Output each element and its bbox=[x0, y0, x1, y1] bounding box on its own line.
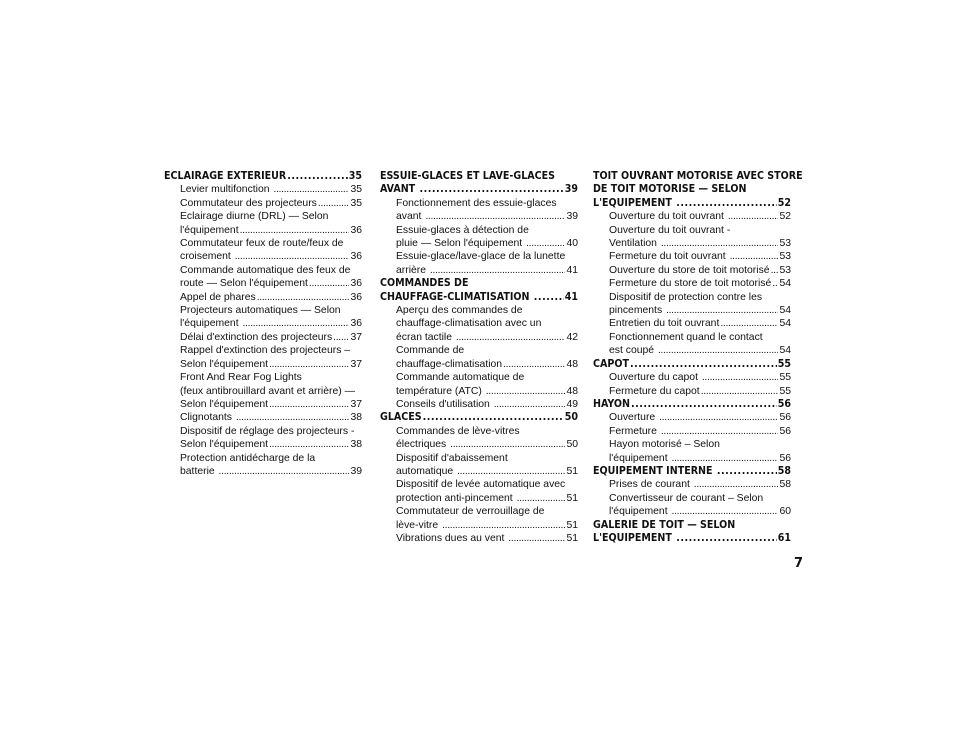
toc-heading[interactable] bbox=[593, 358, 791, 371]
toc-entry[interactable] bbox=[164, 197, 362, 210]
toc-entry-text: Ouverture du toit ouvrant bbox=[609, 211, 727, 223]
toc-entry[interactable] bbox=[380, 304, 578, 344]
toc-entry[interactable] bbox=[593, 411, 791, 424]
toc-entry-text: l'équipement bbox=[609, 452, 671, 464]
dot-leader bbox=[269, 438, 349, 451]
toc-entry[interactable] bbox=[164, 411, 362, 424]
toc-entry-text: GLACES bbox=[380, 411, 422, 424]
toc-entry-text: Projecteurs automatiques — Selon bbox=[180, 305, 341, 317]
toc-entry-text: Hayon motorisé – Selon bbox=[609, 439, 720, 451]
toc-entry-text: Appel de phares bbox=[180, 291, 256, 303]
toc-entry-text: Fermeture bbox=[609, 425, 660, 437]
toc-page-number: 35 bbox=[350, 184, 362, 196]
toc-entry[interactable] bbox=[593, 264, 791, 277]
toc-page-number: 52 bbox=[777, 196, 791, 209]
toc-entry-text: Dispositif de protection contre les bbox=[609, 291, 763, 303]
dot-leader bbox=[430, 264, 566, 277]
toc-entry-text: Fonctionnement des essuie-glaces bbox=[396, 197, 557, 209]
toc-entry-text: Front And Rear Fog Lights bbox=[180, 372, 302, 384]
toc-page-number: 36 bbox=[350, 251, 362, 263]
toc-page-number: 49 bbox=[566, 398, 578, 410]
dot-leader bbox=[771, 264, 779, 277]
toc-entry-text: Commande automatique de bbox=[396, 372, 525, 384]
dot-leader bbox=[517, 492, 566, 505]
toc-entry-text: HAYON bbox=[593, 397, 630, 410]
toc-entry-text: arrière bbox=[396, 264, 429, 276]
toc-page-number: 56 bbox=[779, 412, 791, 424]
toc-entry[interactable] bbox=[593, 210, 791, 223]
toc-entry-text: électriques bbox=[396, 439, 450, 451]
dot-leader bbox=[486, 385, 566, 398]
toc-entry[interactable] bbox=[593, 331, 791, 358]
toc-entry-text: Protection antidécharge de la bbox=[180, 452, 316, 464]
toc-page-number: 54 bbox=[779, 318, 791, 330]
toc-entry-text: Convertisseur de courant – Selon bbox=[609, 492, 764, 504]
toc-entry[interactable] bbox=[380, 197, 578, 224]
toc-entry[interactable] bbox=[593, 224, 791, 251]
dot-leader bbox=[526, 237, 565, 250]
toc-page-number: 52 bbox=[779, 211, 791, 223]
toc-entry[interactable] bbox=[593, 478, 791, 491]
toc-entry[interactable] bbox=[593, 277, 791, 290]
toc-entry[interactable] bbox=[380, 250, 578, 277]
dot-leader bbox=[309, 277, 350, 290]
toc-page-number: 41 bbox=[566, 264, 578, 276]
dot-leader bbox=[236, 411, 350, 424]
toc-entry-text: Essuie-glaces à détection de bbox=[396, 224, 529, 236]
toc-entry-text: Fonctionnement quand le contact bbox=[609, 331, 763, 343]
dot-leader bbox=[269, 358, 349, 371]
toc-entry-text: est coupé bbox=[609, 345, 657, 357]
toc-page-number: 39 bbox=[564, 183, 578, 196]
toc-page-number: 48 bbox=[566, 385, 578, 397]
toc-entry-text: Fermeture du capot bbox=[609, 385, 700, 397]
toc-entry-text: Prises de courant bbox=[609, 479, 693, 491]
toc-entry-text: pincements bbox=[609, 305, 666, 317]
toc-page-number: 36 bbox=[350, 318, 362, 330]
toc-entry-text: EQUIPEMENT INTERNE bbox=[593, 464, 716, 477]
dot-leader bbox=[720, 317, 778, 330]
toc-page-number: 38 bbox=[350, 439, 362, 451]
dot-leader bbox=[423, 411, 564, 424]
toc-entry-text: Ouverture du store de toit motorisé bbox=[609, 264, 770, 276]
toc-entry[interactable] bbox=[164, 237, 362, 264]
toc-entry-text: ESSUIE-GLACES ET LAVE-GLACES bbox=[380, 170, 556, 182]
toc-entry[interactable] bbox=[164, 331, 362, 344]
dot-leader bbox=[658, 344, 778, 357]
toc-entry[interactable] bbox=[164, 304, 362, 331]
dot-leader bbox=[269, 398, 349, 411]
toc-entry[interactable] bbox=[380, 344, 578, 371]
toc-entry[interactable] bbox=[164, 425, 362, 452]
toc-column-2 bbox=[380, 170, 578, 545]
toc-entry-text: Dispositif de levée automatique avec bbox=[396, 479, 566, 491]
toc-entry[interactable] bbox=[593, 425, 791, 438]
toc-entry-text: DE TOIT MOTORISE — SELON bbox=[593, 183, 747, 196]
toc-entry-text: L'EQUIPEMENT bbox=[593, 196, 676, 209]
toc-entry[interactable] bbox=[593, 385, 791, 398]
toc-entry[interactable] bbox=[164, 210, 362, 237]
toc-page-number: 56 bbox=[779, 425, 791, 437]
toc-entry-text: Dispositif de réglage des projecteurs - bbox=[180, 425, 355, 437]
toc-page-number: 37 bbox=[350, 358, 362, 370]
toc-entry[interactable] bbox=[593, 317, 791, 330]
dot-leader bbox=[425, 210, 565, 223]
toc-page-number: 55 bbox=[777, 357, 791, 370]
toc-entry[interactable] bbox=[380, 478, 578, 505]
toc-page-number: 58 bbox=[779, 479, 791, 491]
toc-entry-text: Ventilation bbox=[609, 238, 660, 250]
toc-entry-text: Commutateur des projecteurs bbox=[180, 197, 317, 209]
page-number: 7 bbox=[794, 556, 804, 571]
toc-page-number: 36 bbox=[350, 278, 362, 290]
dot-leader bbox=[676, 197, 777, 210]
dot-leader bbox=[219, 465, 350, 478]
toc-entry-text: route — Selon l'équipement bbox=[180, 278, 308, 290]
toc-heading[interactable] bbox=[380, 277, 578, 304]
toc-entry-text: Selon l'équipement bbox=[180, 439, 269, 451]
toc-entry-text: Commutateur feux de route/feux de bbox=[180, 238, 344, 250]
toc-entry-text: Commutateur de verrouillage de bbox=[396, 506, 545, 518]
dot-leader bbox=[631, 398, 777, 411]
dot-leader bbox=[456, 331, 566, 344]
toc-entry-text: Eclairage diurne (DRL) — Selon bbox=[180, 211, 329, 223]
toc-heading[interactable] bbox=[164, 170, 362, 183]
dot-leader bbox=[318, 197, 350, 210]
toc-heading[interactable] bbox=[593, 398, 791, 411]
toc-entry[interactable] bbox=[380, 505, 578, 532]
toc-entry-text: avant bbox=[396, 211, 425, 223]
dot-leader bbox=[333, 331, 349, 344]
toc-entry[interactable] bbox=[380, 425, 578, 452]
toc-page-number: 53 bbox=[779, 238, 791, 250]
toc-page-number: 55 bbox=[779, 372, 791, 384]
toc-page-number: 39 bbox=[350, 465, 362, 477]
dot-leader bbox=[257, 291, 350, 304]
toc-page-number: 35 bbox=[348, 170, 362, 182]
toc-entry-text: CAPOT bbox=[593, 357, 629, 370]
toc-entry[interactable] bbox=[164, 183, 362, 196]
toc-page-number: 56 bbox=[779, 452, 791, 464]
toc-entry-text: Levier multifonction bbox=[180, 184, 273, 196]
toc-entry-text: Entretien du toit ouvrant bbox=[609, 318, 720, 330]
toc-column-1 bbox=[164, 170, 362, 478]
toc-entry[interactable] bbox=[380, 398, 578, 411]
toc-entry[interactable] bbox=[164, 291, 362, 304]
toc-entry-text: pluie — Selon l'équipement bbox=[396, 238, 526, 250]
toc-page-number: 41 bbox=[564, 290, 578, 303]
dot-leader bbox=[671, 505, 778, 518]
dot-leader bbox=[508, 532, 565, 545]
toc-entry-text: CHAUFFAGE-CLIMATISATION bbox=[380, 290, 533, 303]
dot-leader bbox=[659, 411, 778, 424]
dot-leader bbox=[676, 532, 777, 545]
toc-entry-text: croisement bbox=[180, 251, 234, 263]
toc-entry[interactable] bbox=[164, 344, 362, 371]
toc-page-number: 36 bbox=[350, 291, 362, 303]
toc-page-number: 53 bbox=[779, 251, 791, 263]
toc-page-number: 48 bbox=[566, 358, 578, 370]
dot-leader bbox=[702, 371, 779, 384]
toc-page-number: 42 bbox=[566, 331, 578, 343]
toc-page-number: 61 bbox=[777, 531, 791, 544]
toc-page-number: 51 bbox=[566, 492, 578, 504]
toc-page-number: 53 bbox=[779, 264, 791, 276]
toc-heading[interactable] bbox=[593, 170, 803, 210]
dot-leader bbox=[717, 465, 777, 478]
toc-entry-text: Essuie-glace/lave-glace de la lunette bbox=[396, 251, 566, 263]
toc-entry[interactable] bbox=[593, 291, 791, 318]
dot-leader bbox=[240, 224, 350, 237]
toc-page-number: 36 bbox=[350, 224, 362, 236]
toc-entry-text: l'équipement bbox=[180, 224, 239, 236]
toc-entry[interactable] bbox=[593, 438, 791, 465]
toc-entry-text: Selon l'équipement bbox=[180, 398, 269, 410]
toc-entry[interactable] bbox=[164, 264, 362, 291]
toc-entry-text: écran tactile bbox=[396, 331, 455, 343]
toc-entry-text: AVANT bbox=[380, 183, 419, 196]
toc-page-number: 54 bbox=[779, 278, 791, 290]
toc-entry-text: Aperçu des commandes de bbox=[396, 305, 523, 317]
toc-page-number: 54 bbox=[779, 345, 791, 357]
dot-leader bbox=[273, 183, 349, 196]
toc-page-number: 35 bbox=[350, 197, 362, 209]
toc-entry-text: l'équipement bbox=[180, 318, 242, 330]
toc-heading[interactable] bbox=[593, 519, 791, 546]
toc-page-number: 54 bbox=[779, 305, 791, 317]
toc-entry-text: Ouverture du toit ouvrant - bbox=[609, 224, 731, 236]
toc-page-number: 58 bbox=[777, 464, 791, 477]
toc-entry[interactable] bbox=[593, 492, 791, 519]
toc-entry-text: Fermeture du toit ouvrant bbox=[609, 251, 729, 263]
dot-leader bbox=[661, 237, 779, 250]
toc-heading[interactable] bbox=[380, 411, 578, 424]
toc-entry-text: Fermeture du store de toit motorisé bbox=[609, 278, 772, 290]
toc-entry-text: ECLAIRAGE EXTERIEUR bbox=[164, 170, 287, 182]
toc-entry-text: Vibrations dues au vent bbox=[396, 532, 508, 544]
dot-leader bbox=[494, 398, 566, 411]
toc-entry-text: COMMANDES DE bbox=[380, 277, 469, 290]
toc-page-number: 56 bbox=[777, 397, 791, 410]
toc-entry[interactable] bbox=[380, 452, 578, 479]
toc-entry[interactable] bbox=[164, 371, 362, 411]
toc-page-number: 40 bbox=[566, 238, 578, 250]
toc-entry-text: Commandes de lève-vitres bbox=[396, 425, 520, 437]
toc-entry-text: chauffage-climatisation bbox=[396, 358, 503, 370]
dot-leader bbox=[661, 425, 779, 438]
dot-leader bbox=[503, 358, 565, 371]
toc-entry-text: (feux antibrouillard avant et arrière) — bbox=[180, 385, 355, 397]
dot-leader bbox=[242, 317, 349, 330]
toc-entry-text: TOIT OUVRANT MOTORISE AVEC STORE bbox=[593, 170, 803, 182]
toc-entry-text: lève-vitre bbox=[396, 519, 442, 531]
toc-entry-text: température (ATC) bbox=[396, 385, 485, 397]
dot-leader bbox=[728, 210, 779, 223]
dot-leader bbox=[457, 465, 565, 478]
toc-page-number: 51 bbox=[566, 519, 578, 531]
toc-entry[interactable] bbox=[380, 532, 578, 545]
toc-page-number: 51 bbox=[566, 465, 578, 477]
dot-leader bbox=[701, 385, 779, 398]
dot-leader bbox=[235, 250, 350, 263]
toc-page-number: 60 bbox=[779, 506, 791, 518]
toc-entry-text: Commande automatique des feux de bbox=[180, 264, 351, 276]
toc-entry-text: protection anti-pincement bbox=[396, 492, 516, 504]
toc-heading[interactable] bbox=[380, 170, 578, 197]
dot-leader bbox=[694, 478, 779, 491]
toc-entry-text: Ouverture du capot bbox=[609, 372, 701, 384]
dot-leader bbox=[630, 358, 777, 371]
toc-entry-text: batterie bbox=[180, 465, 218, 477]
toc-entry[interactable] bbox=[593, 250, 791, 263]
dot-leader bbox=[772, 277, 778, 290]
toc-page-number: 50 bbox=[566, 439, 578, 451]
toc-page-number: 55 bbox=[779, 385, 791, 397]
toc-entry-text: Commande de bbox=[396, 345, 465, 357]
toc-heading[interactable] bbox=[593, 465, 791, 478]
toc-entry[interactable] bbox=[380, 224, 578, 251]
toc-column-3 bbox=[593, 170, 803, 545]
toc-entry-text: Dispositif d'abaissement bbox=[396, 452, 508, 464]
toc-entry[interactable] bbox=[593, 371, 791, 384]
toc-entry[interactable] bbox=[380, 371, 578, 398]
toc-entry-text: Conseils d'utilisation bbox=[396, 398, 493, 410]
toc-entry-text: Rappel d'extinction des projecteurs – bbox=[180, 345, 351, 357]
toc-page-number: 50 bbox=[564, 411, 578, 424]
toc-page-number: 38 bbox=[350, 412, 362, 424]
dot-leader bbox=[730, 250, 779, 263]
dot-leader bbox=[450, 438, 565, 451]
toc-page-number: 39 bbox=[566, 211, 578, 223]
toc-entry-text: l'équipement bbox=[609, 506, 671, 518]
toc-page-number: 51 bbox=[566, 532, 578, 544]
toc-entry-text: L'EQUIPEMENT bbox=[593, 531, 676, 544]
dot-leader bbox=[534, 291, 564, 304]
toc-page-number: 37 bbox=[350, 398, 362, 410]
toc-entry-text: Ouverture bbox=[609, 412, 659, 424]
toc-entry-text: GALERIE DE TOIT — SELON bbox=[593, 518, 736, 531]
dot-leader bbox=[671, 452, 778, 465]
toc-entry-text: automatique bbox=[396, 465, 457, 477]
toc-entry-text: Clignotants bbox=[180, 412, 235, 424]
toc-entry-text: Selon l'équipement bbox=[180, 358, 269, 370]
dot-leader bbox=[442, 519, 565, 532]
dot-leader bbox=[666, 304, 778, 317]
dot-leader bbox=[419, 183, 563, 196]
toc-entry-text: Délai d'extinction des projecteurs bbox=[180, 331, 333, 343]
dot-leader bbox=[287, 170, 348, 183]
toc-page-number: 37 bbox=[350, 331, 362, 343]
toc-entry-text: chauffage-climatisation avec un bbox=[396, 318, 542, 330]
toc-entry[interactable] bbox=[164, 452, 362, 479]
